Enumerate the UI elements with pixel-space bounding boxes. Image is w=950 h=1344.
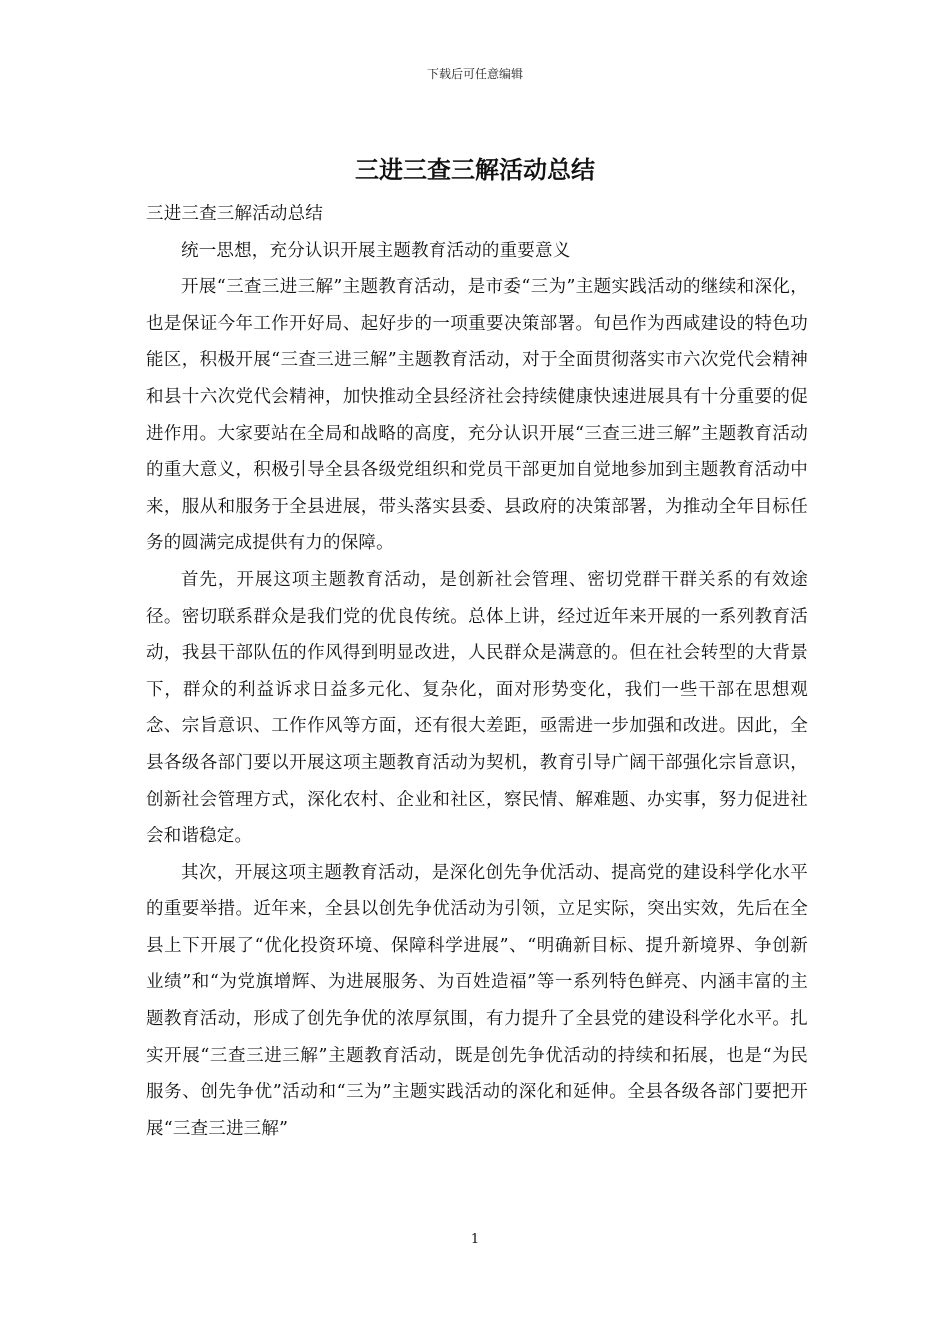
page-number: 1: [470, 1232, 480, 1247]
document-subtitle: 三进三查三解活动总结: [146, 204, 323, 224]
document-title: 三进三查三解活动总结: [355, 155, 595, 184]
page-header: 下载后可任意编辑: [426, 67, 523, 81]
paragraph-3: 其次，开展这项主题教育活动，是深化创先争优活动、提高党的建设科学化水平的重要举措。近年来，全县以创先争优活动为引领，立足实际，突出实效，先后在全县上下开展了“优化投资环境、保障科学进展”、“明确新目标、提升新境界、争创新业绩”和“为党旗增辉、为进展服务、为百姓造福”等一系列特色鲜亮、内涵丰富的主题教育活动，形成了创先争优的浓厚氛围，有力提升了全县党的建设科学化水平。扎实开展“三查三进三解”主题教育活动，既是创先争优活动的持续和拓展，也是“为民服务、创先争优”活动和“三为”主题实践活动的深化和延伸。全县各级各部门要把开展“三查三进三解”: [146, 862, 808, 1139]
paragraph-2: 首先，开展这项主题教育活动，是创新社会管理、密切党群干群关系的有效途径。密切联系群众是我们党的优良传统。总体上讲，经过近年来开展的一系列教育活动，我县干部队伍的作风得到明显改进，人民群众是满意的。但在社会转型的大背景下，群众的利益诉求日益多元化、复杂化，面对形势变化，我们一些干部在思想观念、宗旨意识、工作作风等方面，还有很大差距，亟需进一步加强和改进。因此，全县各级各部门要以开展这项主题教育活动为契机，教育引导广阔干部强化宗旨意识，创新社会管理方式，深化农村、企业和社区，察民情、解难题、办实事，努力促进社会和谐稳定。: [146, 569, 808, 847]
document-body: [146, 196, 808, 1147]
paragraph-1: 开展“三查三进三解”主题教育活动，是市委“三为”主题实践活动的继续和深化，也是保证今年工作开好局、起好步的一项重要决策部署。旬邑作为西咸建设的特色功能区，积极开展“三查三进三解”主题教育活动，对于全面贯彻落实市六次党代会精神和县十六次党代会精神，加快推动全县经济社会持续健康快速进展具有十分重要的促进作用。大家要站在全局和战略的高度，充分认识开展“三查三进三解”主题教育活动的重大意义，积极引导全县各级党组织和党员干部更加自觉地参加到主题教育活动中来，服从和服务于全县进展，带头落实县委、县政府的决策部署，为推动全年目标任务的圆满完成提供有力的保障。: [146, 277, 808, 554]
section-heading: 统一思想，充分认识开展主题教育活动的重要意义: [181, 240, 571, 261]
